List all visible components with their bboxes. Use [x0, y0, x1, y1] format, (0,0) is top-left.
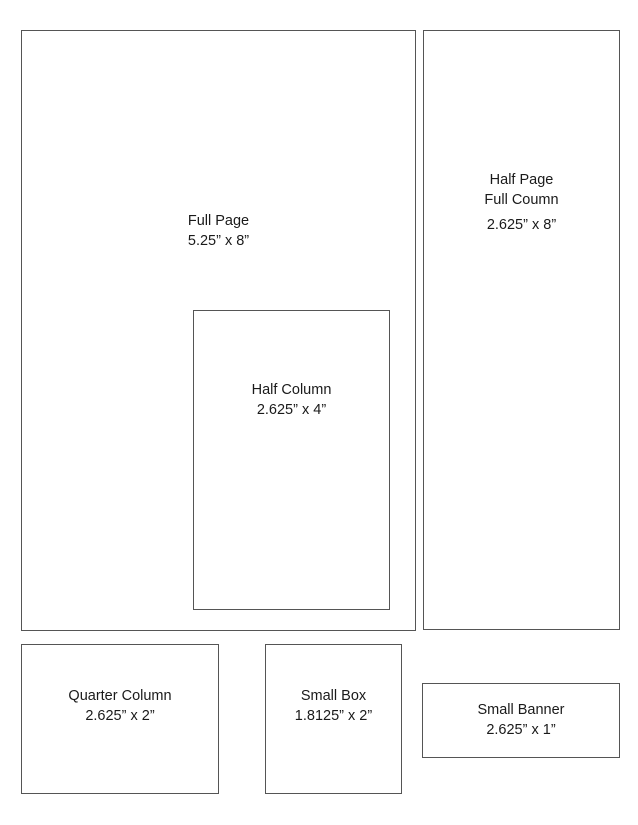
quarter-column-ad-box: [21, 644, 219, 794]
small-box-ad-box: [265, 644, 402, 794]
small-box-title: Small Box: [300, 688, 367, 704]
half-page-size: 2.625” x 8”: [486, 217, 557, 233]
small-banner-label: [423, 700, 619, 740]
full-page-title: Full Page: [187, 213, 250, 229]
half-column-title: Half Column: [251, 382, 332, 398]
small-box-label: [266, 686, 401, 726]
quarter-column-size: 2.625” x 2”: [85, 708, 155, 724]
small-banner-ad-box: [422, 683, 620, 758]
quarter-column-label: [22, 686, 218, 726]
full-page-label: [22, 211, 415, 251]
full-page-size: 5.25” x 8”: [187, 233, 250, 249]
half-page-title-line1: Half Page: [489, 172, 554, 188]
half-column-label: [194, 380, 389, 420]
half-page-ad-box: [423, 30, 620, 630]
small-banner-size: 2.625” x 1”: [486, 722, 556, 738]
small-banner-title: Small Banner: [477, 702, 565, 718]
half-page-label: [424, 170, 619, 210]
half-page-size-label: [424, 215, 619, 235]
quarter-column-title: Quarter Column: [68, 688, 172, 704]
half-column-ad-box: [193, 310, 390, 610]
small-box-size: 1.8125” x 2”: [294, 708, 373, 724]
half-page-title-line2: Full Coumn: [484, 192, 559, 208]
half-column-size: 2.625” x 4”: [256, 402, 327, 418]
